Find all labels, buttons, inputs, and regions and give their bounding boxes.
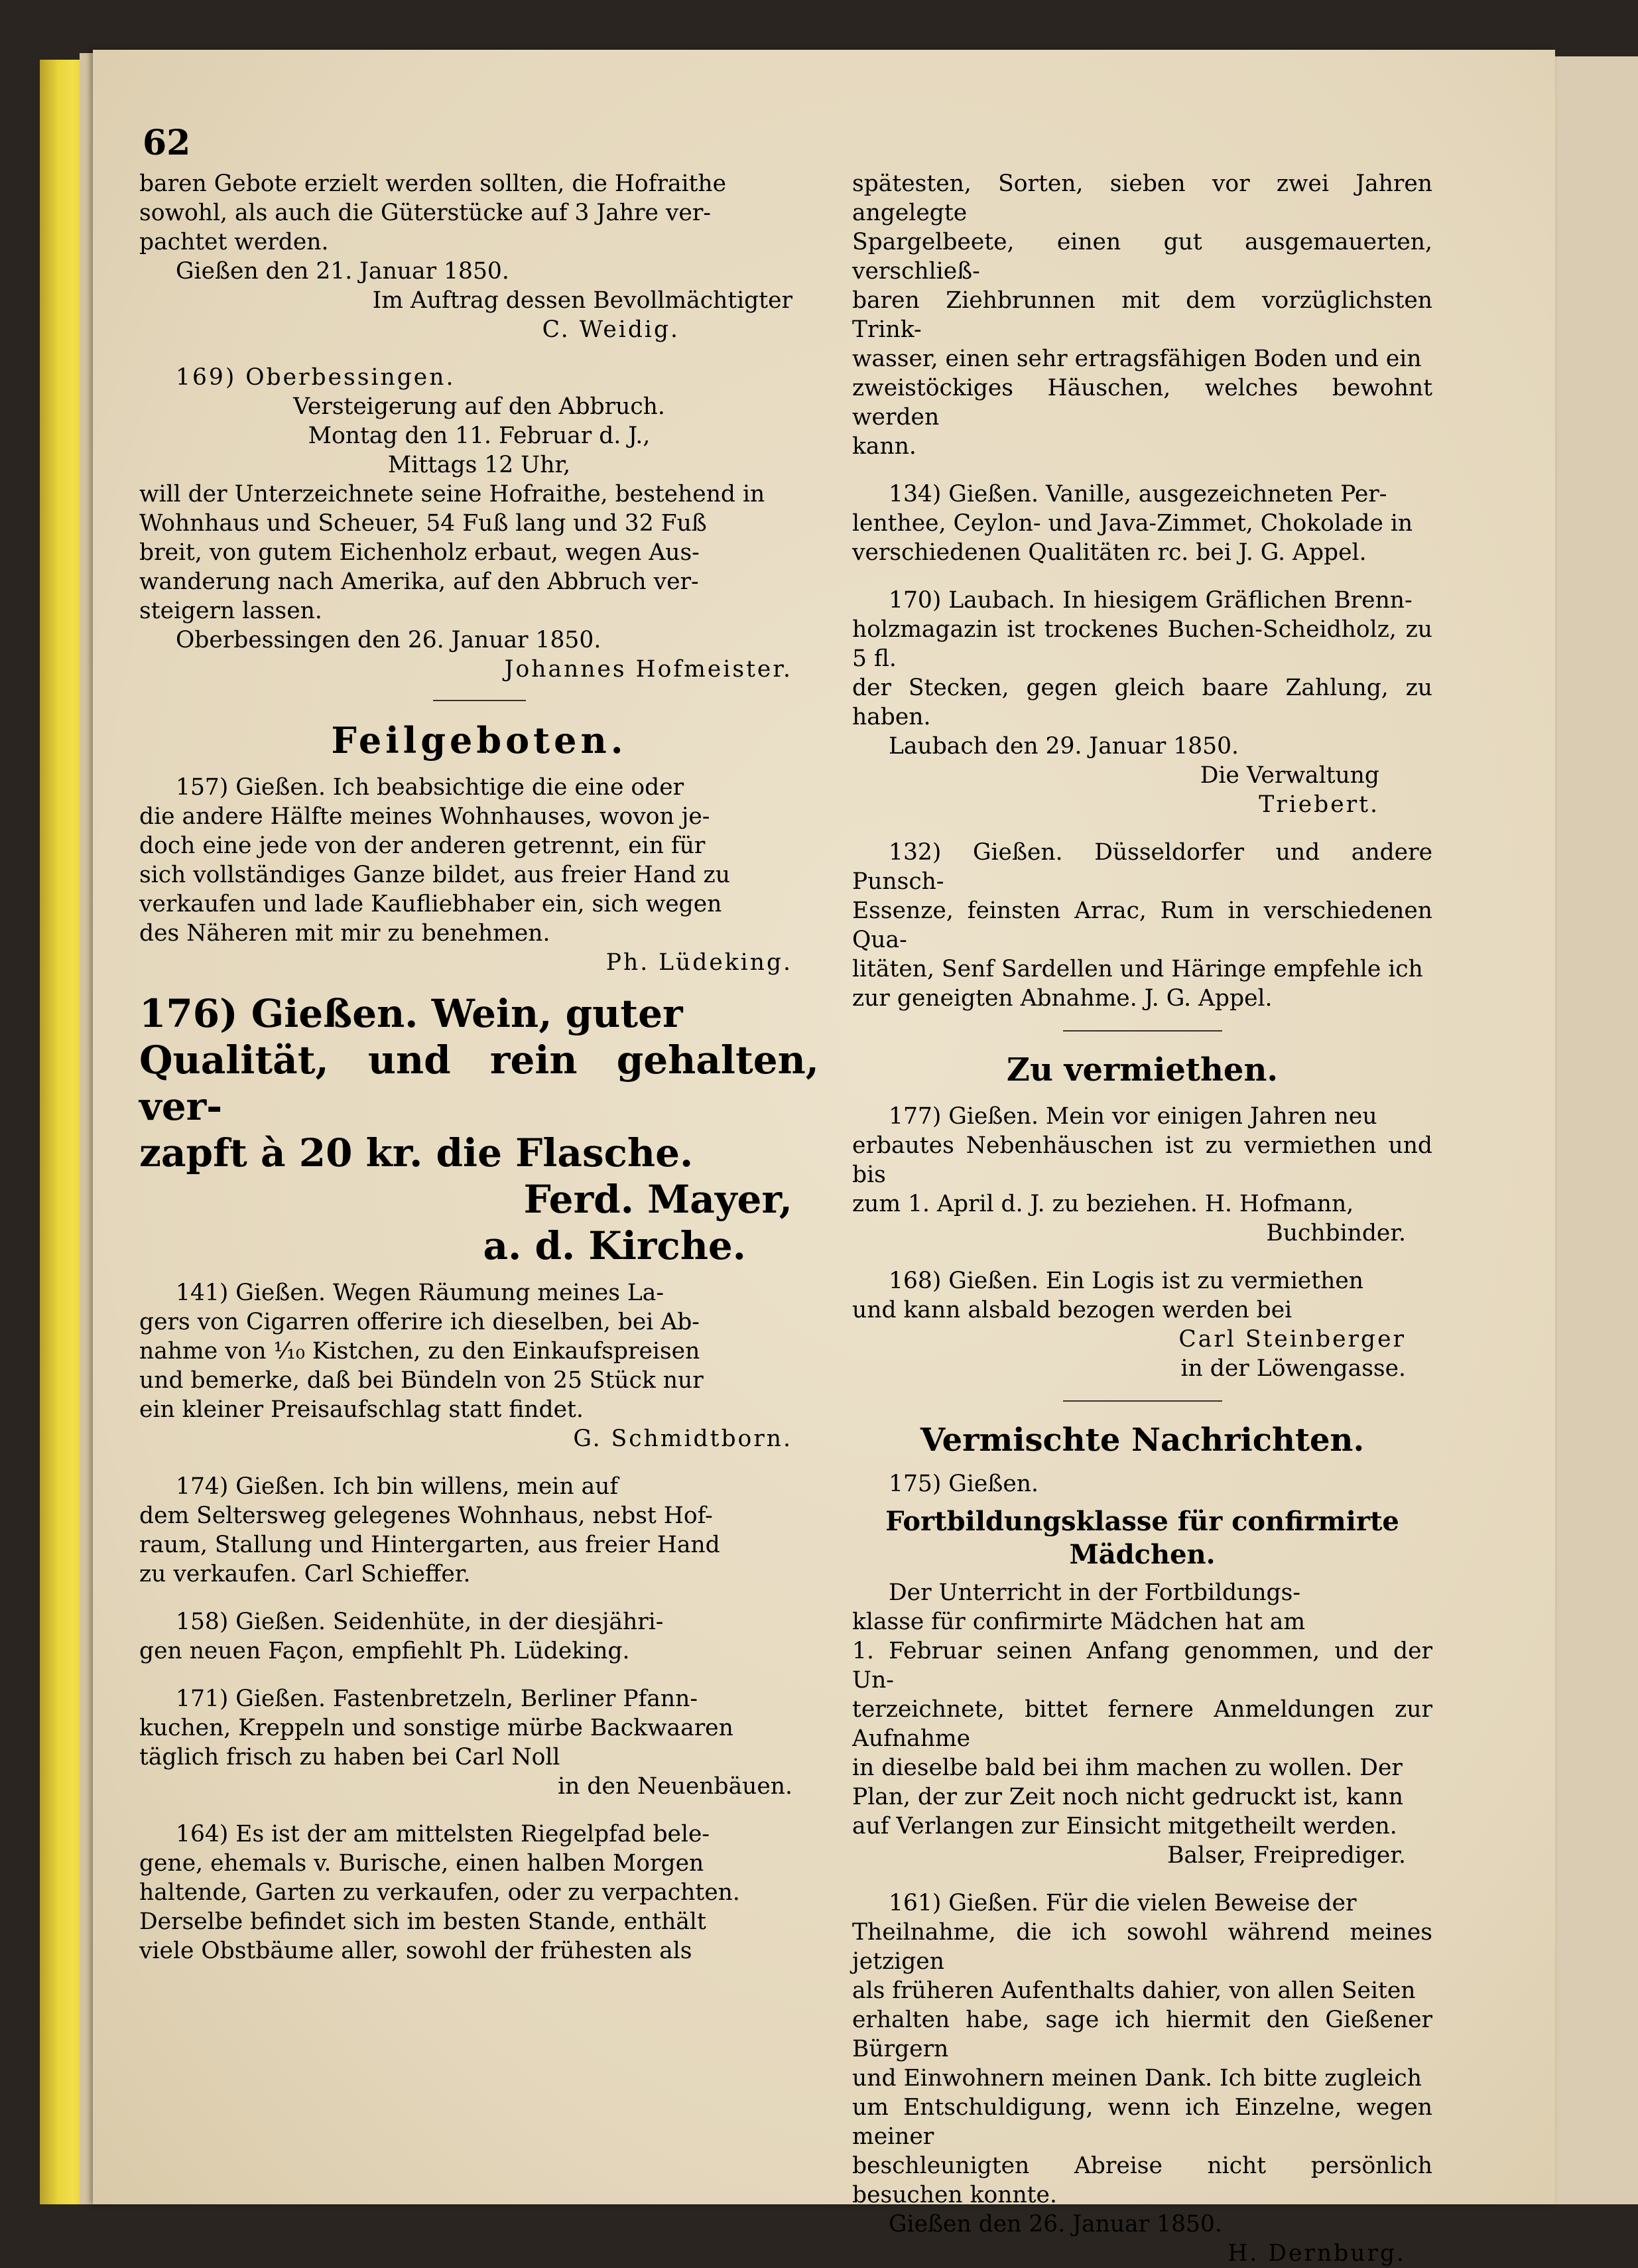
signature: Ph. Lüdeking. bbox=[605, 949, 792, 976]
text-line: zum 1. April d. J. zu beziehen. H. Hofmann, bbox=[852, 1191, 1354, 1217]
text-line: Spargelbeete, einen gut ausgemauerten, verschließ- bbox=[852, 229, 1432, 285]
text-line: zu verkaufen. Carl Schieffer. bbox=[139, 1561, 471, 1587]
signature: Balser, Freiprediger. bbox=[1167, 1842, 1406, 1869]
text-line: und kann alsbald bezogen werden bei bbox=[852, 1297, 1292, 1323]
text-line: litäten, Senf Sardellen und Häringe empfehle ich bbox=[852, 956, 1423, 982]
text-line: lenthee, Ceylon- und Java-Zimmet, Chokolade in bbox=[852, 510, 1413, 537]
text-line: sowohl, als auch die Güterstücke auf 3 Jahre ver- bbox=[139, 200, 711, 226]
large-ad-line: Qualität, und rein gehalten, ver- bbox=[139, 1037, 819, 1129]
text-line: 164) Es ist der am mittelsten Riegelpfad bele- bbox=[176, 1821, 710, 1847]
text-line: 161) Gießen. Für die vielen Beweise der bbox=[889, 1890, 1357, 1916]
text-line: breit, von gutem Eichenholz erbaut, wegen Aus- bbox=[139, 539, 700, 566]
signature: Johannes Hofmeister. bbox=[504, 656, 792, 683]
text-line: 170) Laubach. In hiesigem Gräflichen Brenn- bbox=[889, 587, 1413, 614]
text-line: will der Unterzeichnete seine Hofraithe, bestehend in bbox=[139, 481, 765, 507]
text-line: nahme von ¹⁄₁₀ Kistchen, zu den Einkaufspreisen bbox=[139, 1338, 700, 1365]
text-line: 175) Gießen. bbox=[889, 1471, 1039, 1497]
text-line: holzmagazin ist trockenes Buchen-Scheidholz, zu 5 fl. bbox=[852, 616, 1432, 672]
text-line: wasser, einen sehr ertragsfähigen Boden und ein bbox=[852, 346, 1422, 372]
text-line: kann. bbox=[852, 433, 916, 460]
signature: G. Schmidtborn. bbox=[573, 1426, 792, 1452]
separator-rule bbox=[1063, 1400, 1222, 1402]
text-line: haltende, Garten zu verkaufen, oder zu verpachten. bbox=[139, 1879, 740, 1906]
text-line: auf Verlangen zur Einsicht mitgetheilt werden. bbox=[852, 1813, 1397, 1839]
text-line: ein kleiner Preisaufschlag statt findet. bbox=[139, 1396, 584, 1423]
text-line: gene, ehemals v. Burische, einen halben Morgen bbox=[139, 1850, 704, 1877]
text-line: Plan, der zur Zeit noch nicht gedruckt ist, kann bbox=[852, 1784, 1403, 1810]
text-line: wanderung nach Amerika, auf den Abbruch ver- bbox=[139, 568, 699, 595]
text-line: und Einwohnern meinen Dank. Ich bitte zugleich bbox=[852, 2065, 1422, 2092]
text-line: als früheren Aufenthalts dahier, von allen Seiten bbox=[852, 1977, 1416, 2004]
notice-title: Fortbildungsklasse für confirmirte bbox=[885, 1506, 1399, 1537]
text-line: pachtet werden. bbox=[139, 229, 329, 255]
text-line: Im Auftrag dessen Bevollmächtigter bbox=[372, 287, 792, 314]
large-ad-line: 176) Gießen. Wein, guter bbox=[139, 991, 683, 1036]
text-line: 141) Gießen. Wegen Räumung meines La- bbox=[176, 1280, 664, 1306]
notice-title: Mädchen. bbox=[1069, 1539, 1216, 1570]
text-line: die andere Hälfte meines Wohnhauses, wovon je- bbox=[139, 803, 710, 830]
text-line: 168) Gießen. Ein Logis ist zu vermiethen bbox=[889, 1268, 1363, 1294]
text-line: 177) Gießen. Mein vor einigen Jahren neu bbox=[889, 1103, 1377, 1130]
separator-rule bbox=[433, 700, 526, 701]
text-line: kuchen, Kreppeln und sonstige mürbe Backwaaren bbox=[139, 1715, 733, 1741]
section-heading: Feilgeboten. bbox=[331, 719, 627, 762]
section-heading: Zu vermiethen. bbox=[1006, 1051, 1279, 1089]
text-line: täglich frisch zu haben bei Carl Noll bbox=[139, 1744, 560, 1770]
text-line: 1. Februar seinen Anfang genommen, und der Un- bbox=[852, 1638, 1432, 1694]
text-line: terzeichnete, bittet fernere Anmeldungen zur Aufnahme bbox=[852, 1696, 1432, 1752]
text-line: Gießen den 26. Januar 1850. bbox=[889, 2211, 1222, 2237]
text-line: verschiedenen Qualitäten rc. bei J. G. Appel. bbox=[852, 539, 1367, 566]
text-line: Gießen den 21. Januar 1850. bbox=[176, 258, 509, 285]
right-column bbox=[852, 169, 1432, 2268]
text-line: erbautes Nebenhäuschen ist zu vermiethen und bis bbox=[852, 1132, 1432, 1188]
text-line: des Näheren mit mir zu benehmen. bbox=[139, 920, 550, 947]
text-line: Buchbinder. bbox=[1266, 1220, 1406, 1246]
text-line: gers von Cigarren offerire ich dieselben, bei Ab- bbox=[139, 1309, 700, 1335]
text-line: beschleunigten Abreise nicht persönlich besuchen konnte. bbox=[852, 2153, 1432, 2208]
text-line: sich vollständiges Ganze bildet, aus freier Hand zu bbox=[139, 862, 730, 888]
page-number: 62 bbox=[143, 123, 191, 163]
text-line: Mittags 12 Uhr, bbox=[387, 452, 571, 478]
large-ad-signature: Ferd. Mayer, bbox=[523, 1177, 792, 1222]
signature: C. Weidig. bbox=[542, 316, 680, 343]
text-line: viele Obstbäume aller, sowohl der frühesten als bbox=[139, 1938, 692, 1964]
text-line: 157) Gießen. Ich beabsichtige die eine oder bbox=[176, 774, 684, 801]
text-line: baren Gebote erzielt werden sollten, die Hofraithe bbox=[139, 170, 727, 197]
text-line: 171) Gießen. Fastenbretzeln, Berliner Pfann- bbox=[176, 1686, 698, 1712]
facing-page-edge bbox=[1555, 56, 1638, 2204]
signature: H. Dernburg. bbox=[1228, 2240, 1406, 2267]
text-line: Theilnahme, die ich sowohl während meines jetzigen bbox=[852, 1919, 1432, 1975]
large-ad-signature: a. d. Kirche. bbox=[483, 1223, 746, 1268]
text-line: in der Löwengasse. bbox=[1180, 1355, 1406, 1382]
text-line: in dieselbe bald bei ihm machen zu wollen. Der bbox=[852, 1755, 1403, 1781]
text-line: zur geneigten Abnahme. J. G. Appel. bbox=[852, 985, 1273, 1012]
text-line: klasse für confirmirte Mädchen hat am bbox=[852, 1609, 1306, 1635]
text-line: Der Unterricht in der Fortbildungs- bbox=[889, 1579, 1300, 1606]
text-line: erhalten habe, sage ich hiermit den Gießener Bürgern bbox=[852, 2007, 1432, 2062]
text-line: 158) Gießen. Seidenhüte, in der diesjähri- bbox=[176, 1609, 664, 1635]
text-line: Wohnhaus und Scheuer, 54 Fuß lang und 32 Fuß bbox=[139, 510, 707, 537]
text-line: baren Ziehbrunnen mit dem vorzüglichsten Trink- bbox=[852, 287, 1432, 343]
text-line: Oberbessingen den 26. Januar 1850. bbox=[176, 627, 601, 653]
text-line: und bemerke, daß bei Bündeln von 25 Stück nur bbox=[139, 1367, 704, 1394]
separator-rule bbox=[1063, 1030, 1222, 1032]
text-line: raum, Stallung und Hintergarten, aus freier Hand bbox=[139, 1532, 720, 1558]
text-line: gen neuen Façon, empfiehlt Ph. Lüdeking. bbox=[139, 1638, 630, 1664]
text-line: dem Seltersweg gelegenes Wohnhaus, nebst Hof- bbox=[139, 1502, 713, 1529]
text-line: der Stecken, gegen gleich baare Zahlung, zu haben. bbox=[852, 675, 1432, 730]
text-line: Laubach den 29. Januar 1850. bbox=[889, 733, 1239, 760]
text-line: Montag den 11. Februar d. J., bbox=[308, 423, 651, 449]
signature: Triebert. bbox=[1259, 791, 1379, 818]
text-line: Essenze, feinsten Arrac, Rum in verschiedenen Qua- bbox=[852, 898, 1432, 953]
ad-heading: 169) Oberbessingen. bbox=[176, 364, 456, 391]
text-line: spätesten, Sorten, sieben vor zwei Jahren angelegte bbox=[852, 170, 1432, 226]
signature: Carl Steinberger bbox=[1178, 1326, 1406, 1353]
text-line: doch eine jede von der anderen getrennt, ein für bbox=[139, 833, 706, 859]
text-line: Die Verwaltung bbox=[1200, 762, 1379, 789]
text-line: um Entschuldigung, wenn ich Einzelne, wegen meiner bbox=[852, 2094, 1432, 2150]
ad-subheading: Versteigerung auf den Abbruch. bbox=[293, 393, 665, 420]
text-line: 132) Gießen. Düsseldorfer und andere Punsch- bbox=[852, 839, 1432, 895]
text-line: in den Neuenbäuen. bbox=[558, 1773, 792, 1800]
text-line: Derselbe befindet sich im besten Stande, enthält bbox=[139, 1908, 706, 1935]
text-line: steigern lassen. bbox=[139, 598, 322, 624]
section-heading: Vermischte Nachrichten. bbox=[920, 1422, 1365, 1459]
text-line: verkaufen und lade Kaufliebhaber ein, sich wegen bbox=[139, 891, 722, 917]
text-line: 134) Gießen. Vanille, ausgezeichneten Per- bbox=[889, 481, 1387, 507]
left-column bbox=[139, 169, 819, 1966]
large-ad-line: zapft à 20 kr. die Flasche. bbox=[139, 1130, 694, 1175]
text-line: 174) Gießen. Ich bin willens, mein auf bbox=[176, 1473, 619, 1500]
text-line: zweistöckiges Häuschen, welches bewohnt werden bbox=[852, 375, 1432, 431]
